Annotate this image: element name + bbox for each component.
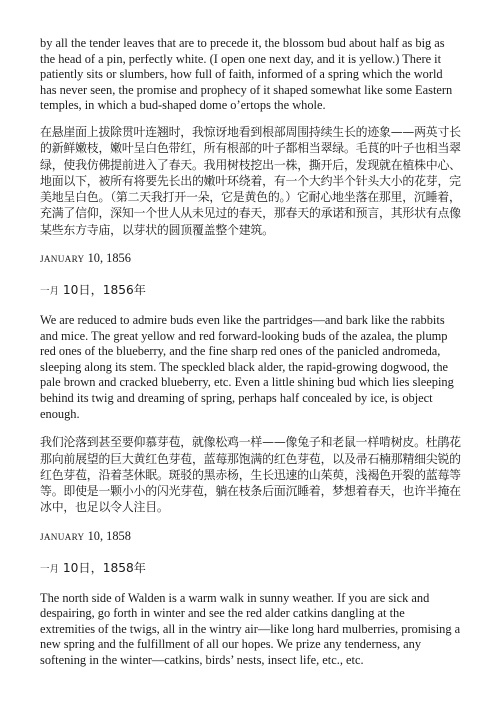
paragraph-english-1: by all the tender leaves that are to precede it, the blossom bud about half as big as the head of a pin, perfectly white. (I open one next day, and it is yellow.) There it patiently sits or slumbers, how full of faith, informed of a spring which the world has never seen, the promise and prophecy of it shaped somewhat like some Eastern temples, in which a bud-shaped dome o’ertops the whole. [40, 36, 453, 113]
date-heading-english-1858 [40, 529, 462, 545]
paragraph-english-3: The north side of Walden is a warm walk in sunny weather. If you are sick and despairing, go forth in winter and see the red alder catkins dangling at the extremities of the twigs, all in the wintry air—like long hard mulberries, promising a new spring and the fulfillment of all our hopes. We prize any tenderness, any softening in the winter—catkins, birds’ nests, insect life, etc., etc. [40, 590, 461, 668]
paragraph-english-2: We are reduced to admire buds even like the partridges—and bark like the rabbits and mice. The great yellow and red forward-looking buds of the azalea, the plump red ones of the blueberry, and the fine sharp red ones of the panicled andromeda, sleeping along its stem. The speckled black alder, the rapid-growing dogwood, the pale brown and cracked blueberry, etc. Even a little shining bud which lies sleeping behind its twig and dreaming of spring, perhaps half concealed by ice, is object enough. [40, 313, 454, 421]
date-rest: 10, 1856 [84, 251, 131, 266]
date-heading-chinese-1856 [40, 283, 462, 299]
date-month: JANUARY [40, 254, 85, 265]
paragraph-chinese-2: 我们沦落到甚至要仰慕芽苞，就像松鸡一样——像兔子和老鼠一样啃树皮。杜鹃花那向前展望的巨大黄红色芽苞，蓝莓那饱满的红色芽苞，以及帚石楠那精细尖锐的红色芽苞，沿着茎休眠。斑驳的黑赤杨，生长迅速的山茱萸，浅褐色开裂的蓝莓等等。即使是一颗小小的闪光芽苞，躺在枝条后面沉睡着，梦想着春天，也许半掩在冰中，也足以令人注目。 [40, 435, 461, 515]
date-month-zh: 一月 [40, 563, 60, 575]
date-rest-zh: 10日，1856年 [59, 283, 146, 298]
date-heading-chinese-1858 [40, 561, 462, 577]
paragraph-chinese-1: 在悬崖面上拔除贯叶连翘时，我惊讶地看到根部周围持续生长的迹象——两英寸长的新鲜嫩枝，嫩叶呈白色带红，所有根部的叶子都相当翠绿。毛茛的叶子也相当翠绿，使我仿佛提前进入了春天。我用树枝挖出一株，撕开后，发现就在植株中心、地面以下，被所有将要先长出的嫩叶环绕着，有一个大约半个针头大小的花芽，完美地呈白色。（第二天我打开一朵，它是黄色的。）它耐心地坐落在那里，沉睡着，充满了信仰，深知一个世人从未见过的春天，那春天的承诺和预言，其形状有点像某些东方寺庙，以芽状的圆顶覆盖整个建筑。 [40, 124, 461, 237]
date-rest: 10, 1858 [84, 528, 131, 543]
date-rest-zh: 10日，1858年 [59, 560, 146, 575]
date-month: JANUARY [40, 531, 85, 542]
date-month-zh: 一月 [40, 286, 60, 298]
book-page [40, 36, 462, 669]
date-heading-english-1856 [40, 251, 462, 267]
